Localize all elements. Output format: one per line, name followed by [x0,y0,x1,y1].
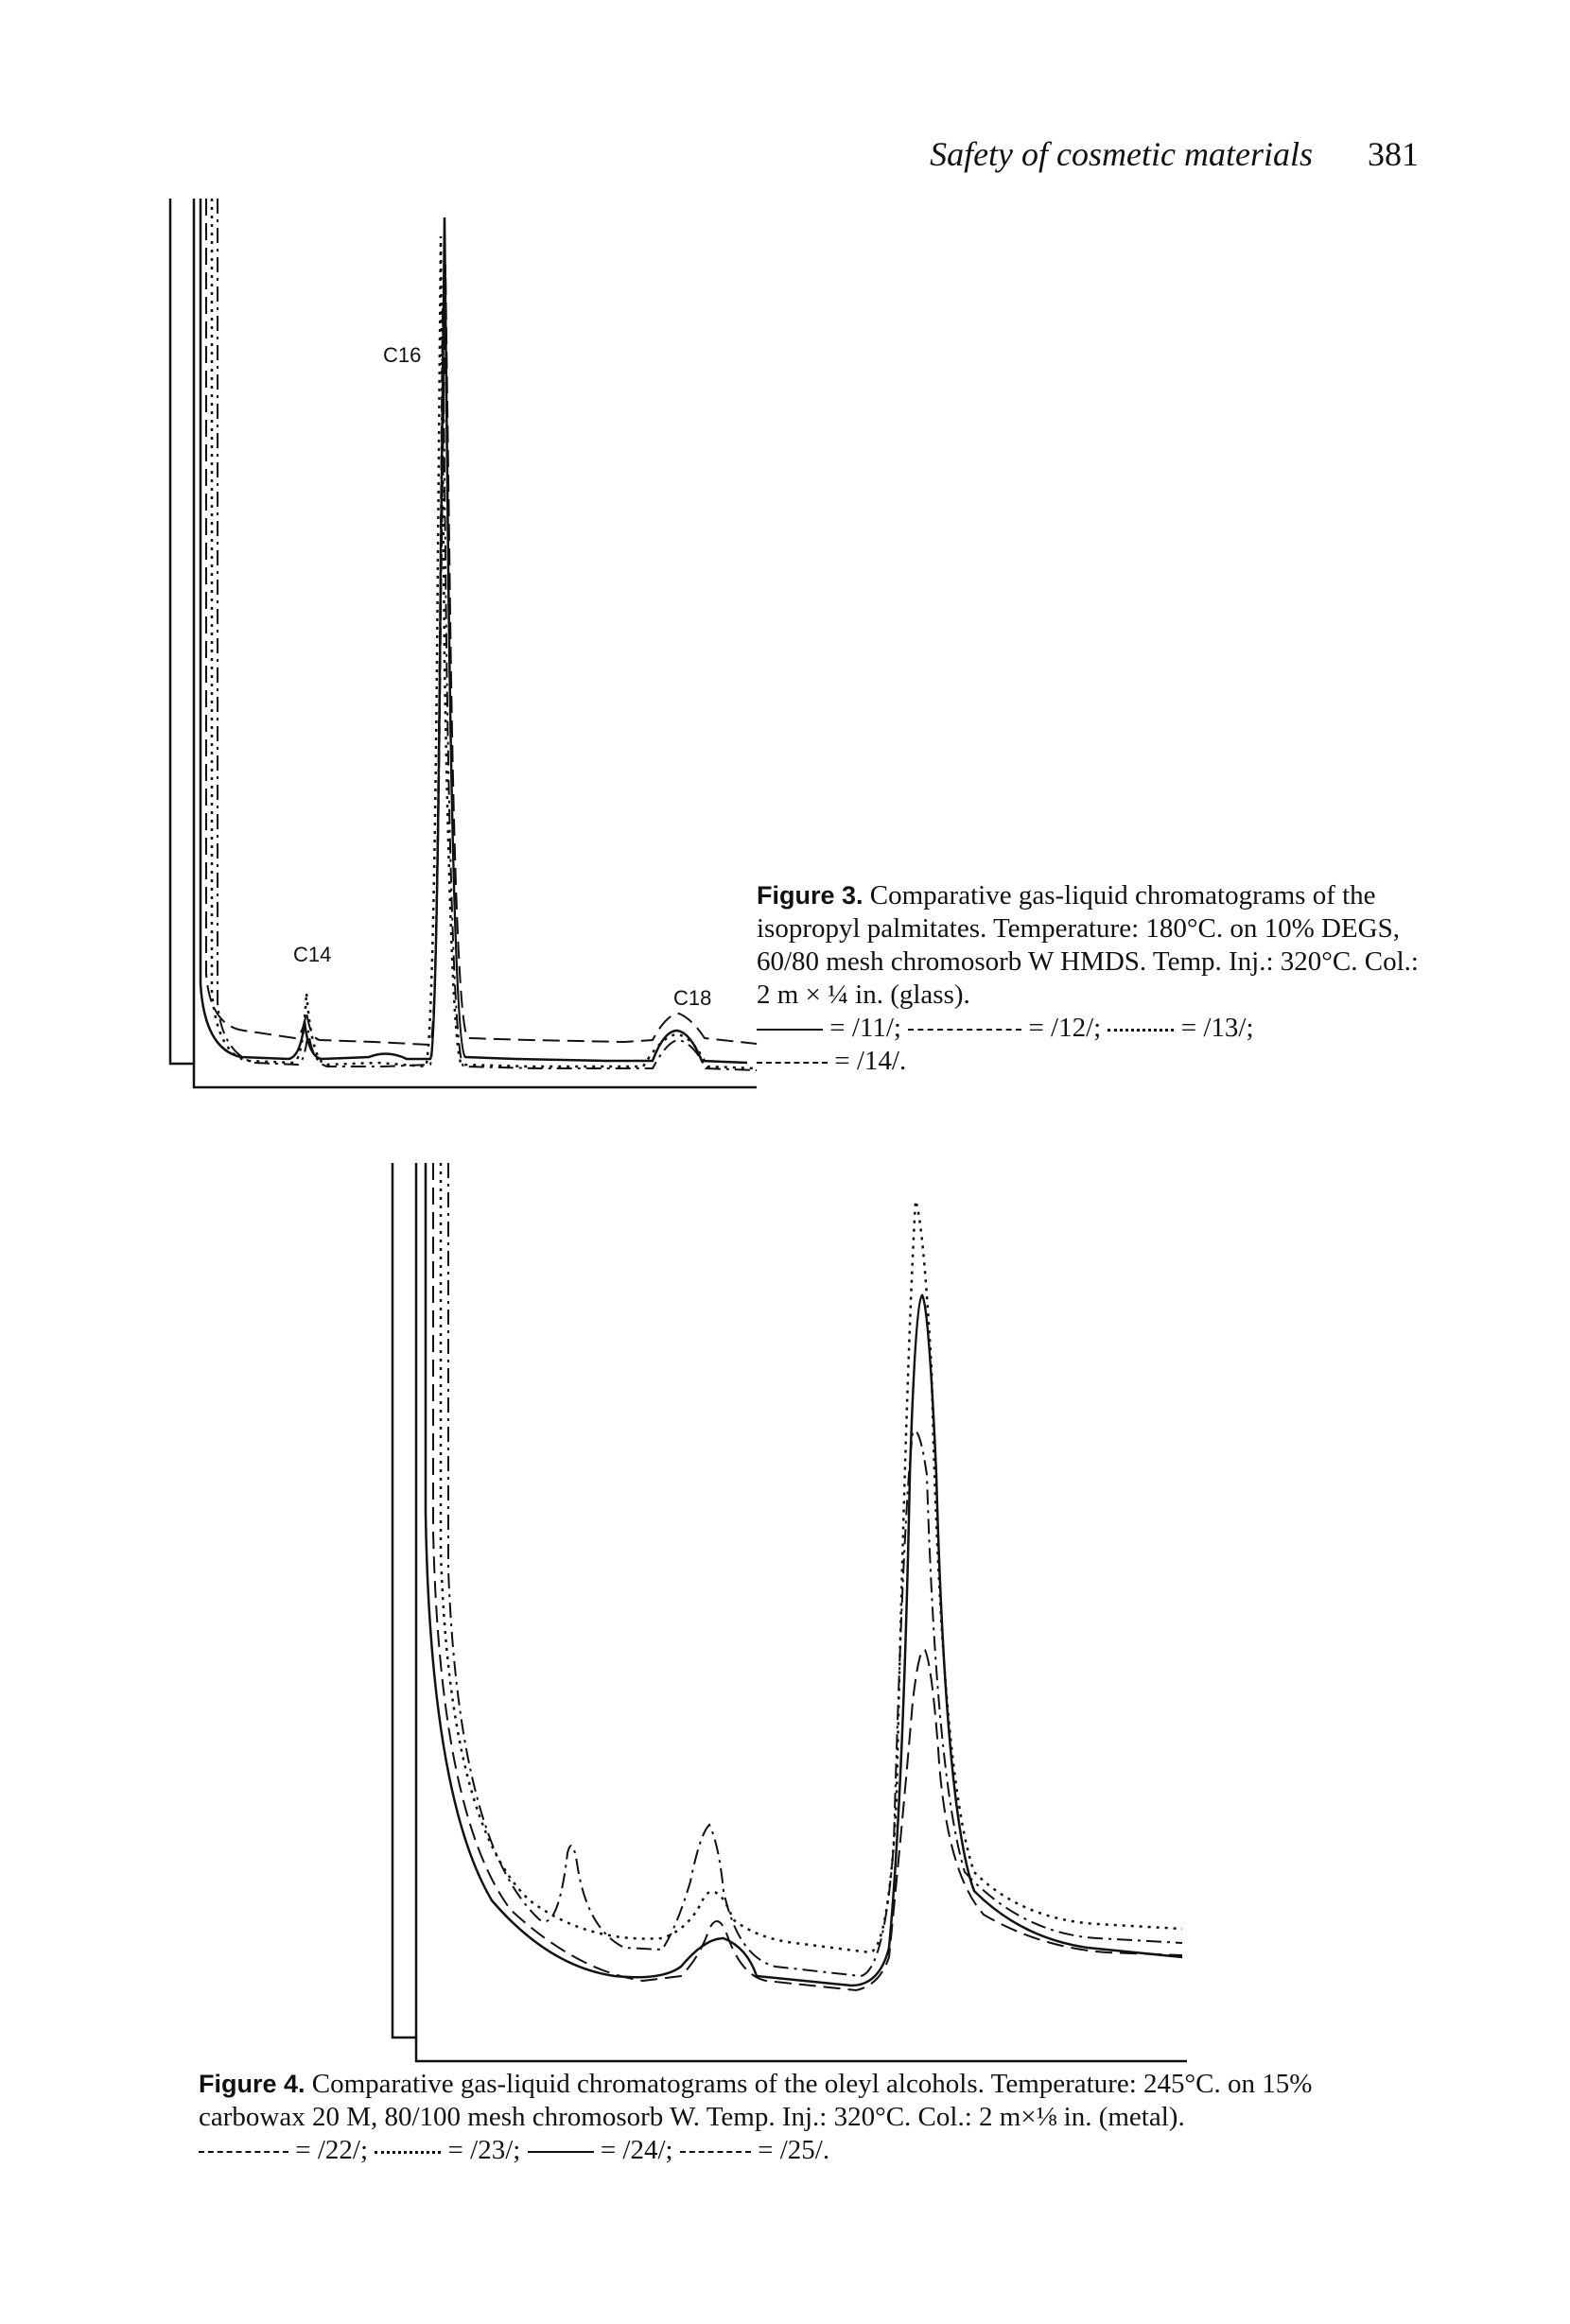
legend-dashdot-swatch [680,2151,751,2153]
legend-ref-12: = /12/; [1028,1013,1102,1043]
figure-4-axes [392,1163,1187,2061]
peak-label-c18: C18 [673,986,712,1010]
figure-4-trace-dashdot [448,1163,1182,1976]
figure-4-caption-text: Comparative gas-liquid chromatograms of the oleyl alcohols. Temperature: 245°C. on 15% carbowax 20 M, 80/100 mesh chromosorb W. Temp. Inj.: 320°C. Col.: 2 m×⅛ in. (metal). [199,2069,1313,2132]
legend-solid-swatch [528,2151,594,2153]
figure-3-caption-text: Comparative gas-liquid chromatograms of the isopropyl palmitates. Temperature: 180°C. on 10% DEGS, 60/80 mesh chromosorb W HMDS. Temp. Inj.: 320°C. Col.: 2 m × ¼ in. (glass). [757,880,1419,1010]
legend-ref-11: = /11/; [829,1013,901,1043]
legend-ref-13: = /13/; [1180,1013,1254,1043]
figure-4-legend [199,2135,829,2165]
peak-label-c16: C16 [383,343,422,367]
legend-ref-22: = /22/; [295,2135,369,2165]
legend-ref-23: = /23/; [447,2135,521,2165]
figure-3-label: Figure 3. [757,881,864,910]
figure-4-trace-solid [426,1163,1182,1986]
figure-4-trace-dashed [433,1163,1182,1990]
running-title: Safety of cosmetic materials [930,135,1313,173]
page-number: 381 [1368,135,1419,173]
peak-label-c14: C14 [293,943,332,966]
legend-ref-24: = /24/; [600,2135,673,2165]
legend-dashed-swatch [199,2151,288,2153]
figure-4-caption [199,2068,1371,2167]
legend-ref-14: = /14/. [834,1046,907,1076]
figure-4-trace-dotted [441,1163,1182,1952]
legend-ref-25: = /25/. [758,2135,830,2165]
legend-dotted-swatch [375,2151,441,2154]
figure-4-label: Figure 4. [199,2070,305,2098]
figure-4-axis-frame [392,1163,1187,2061]
